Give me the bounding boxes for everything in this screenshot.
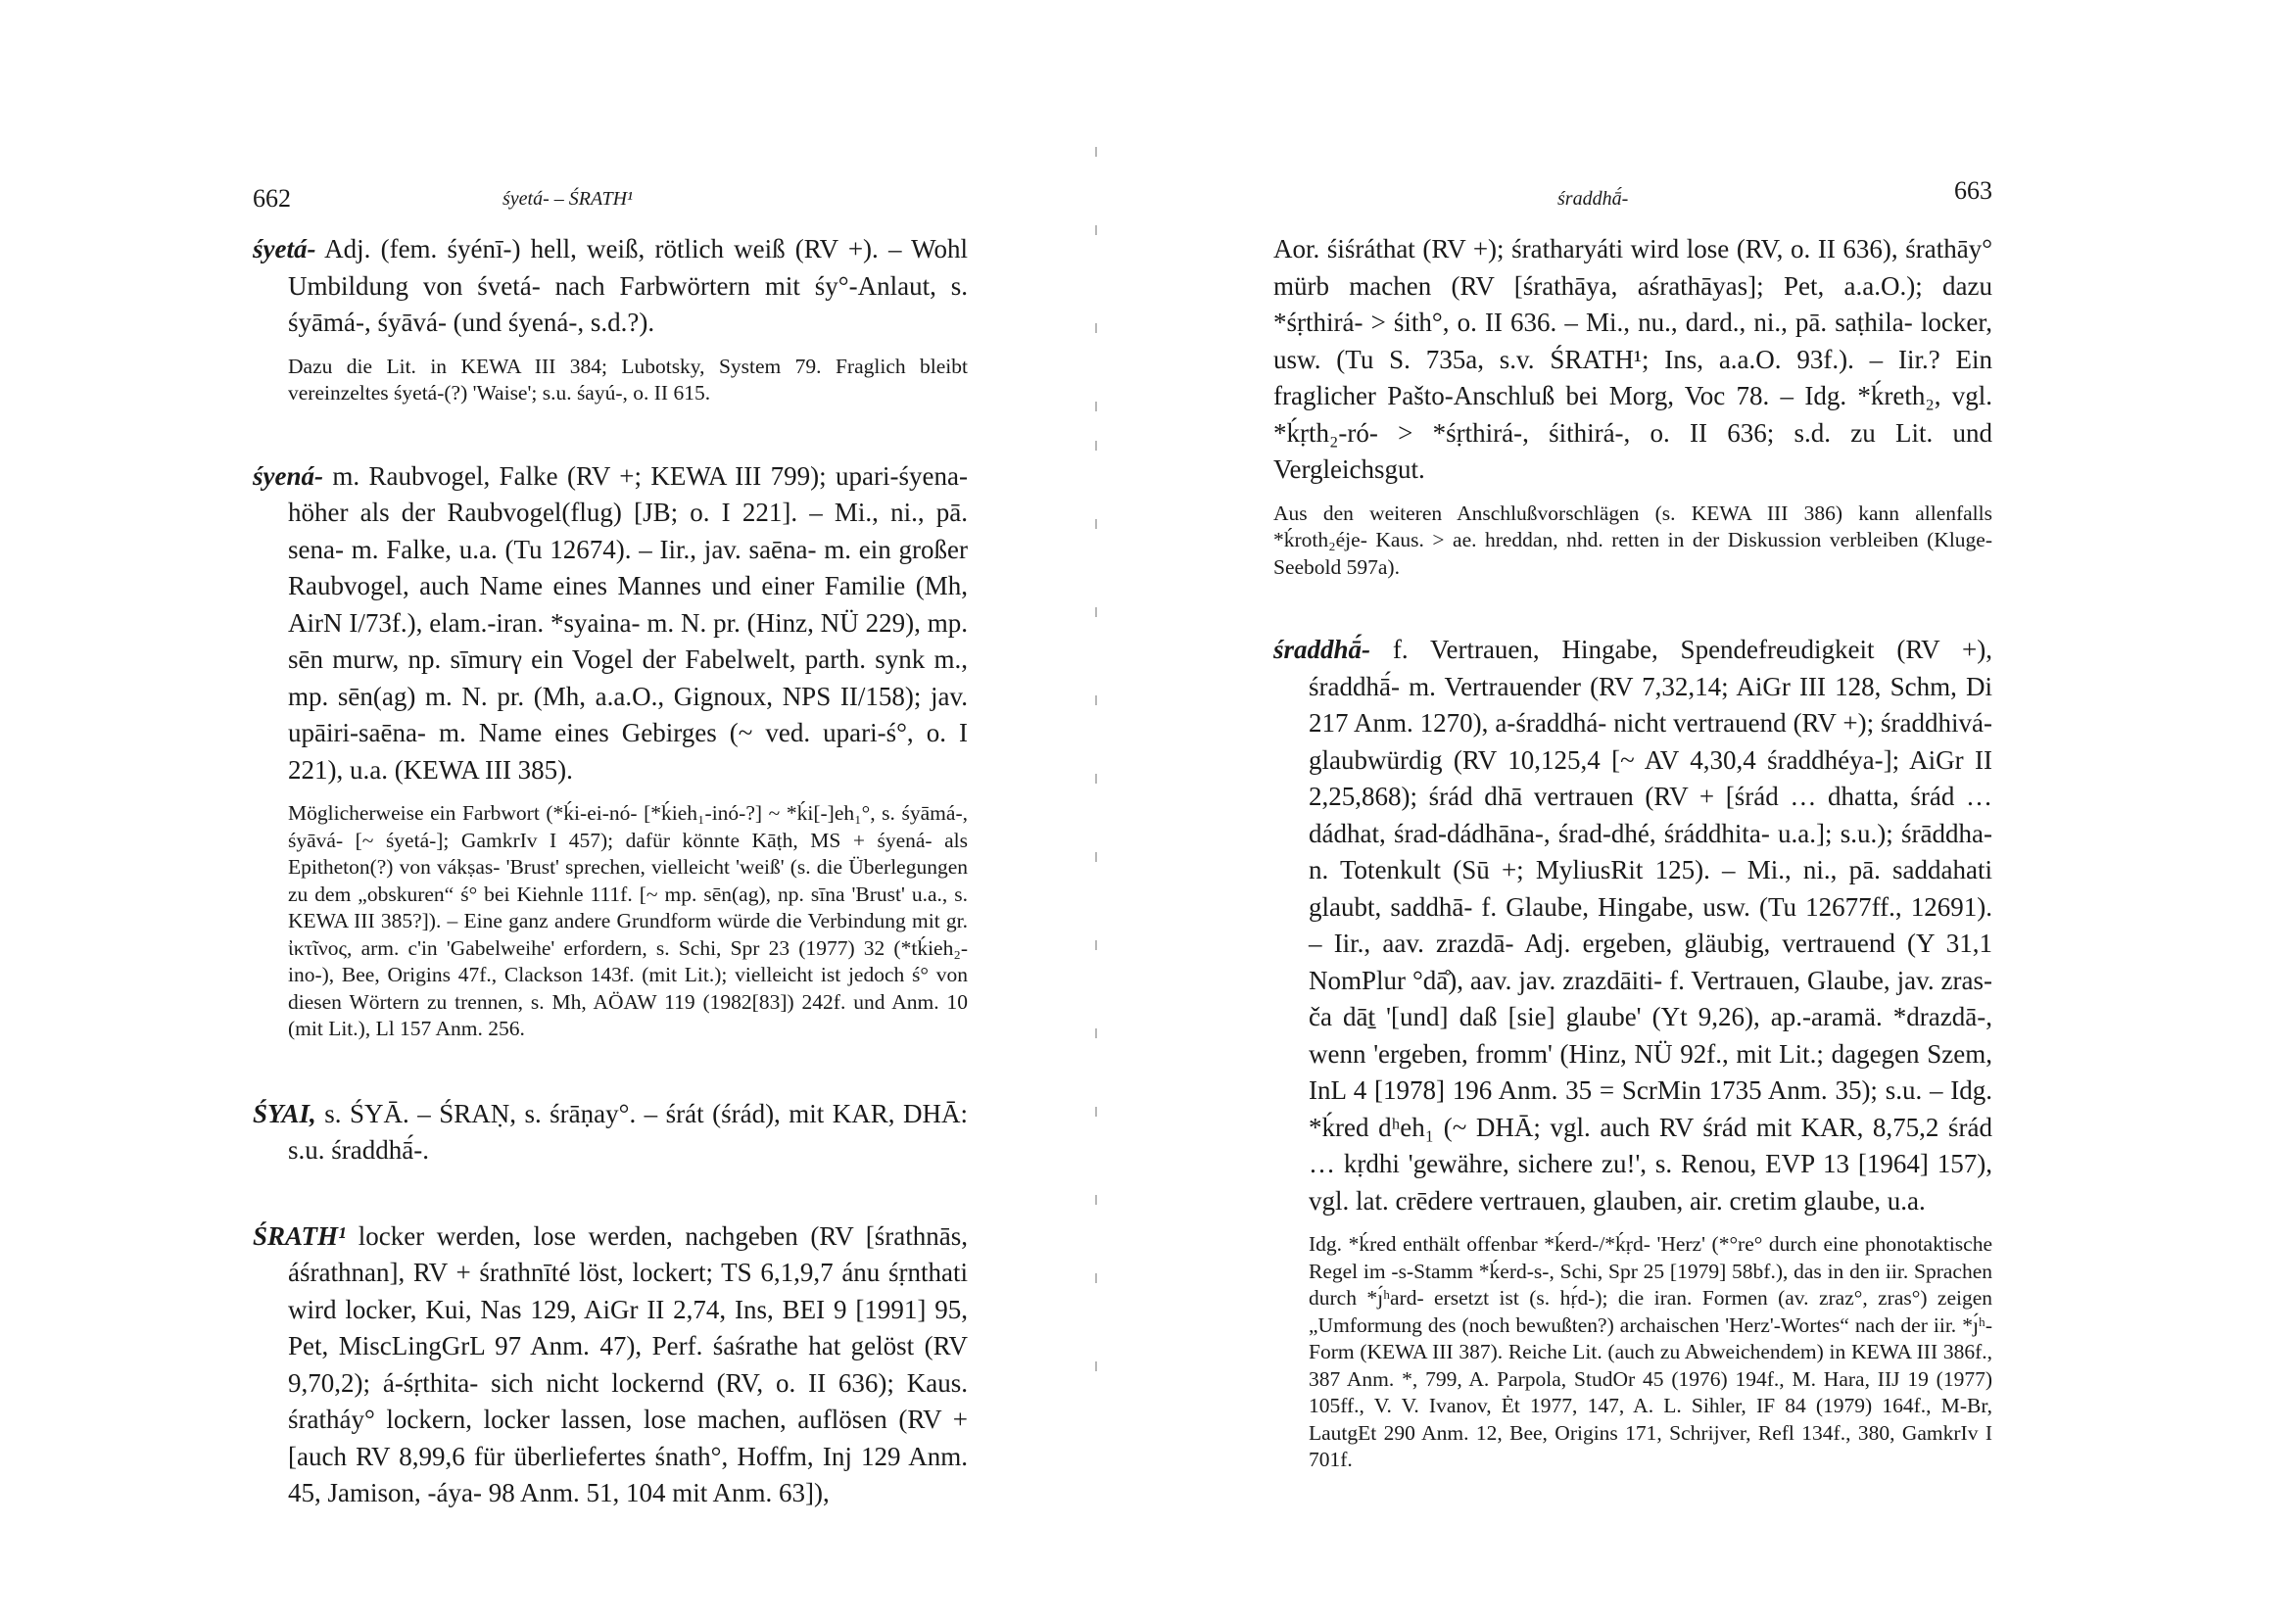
entry-srath-continued-text — [1273, 231, 1992, 489]
entry-srath-continued — [1273, 231, 1992, 581]
left-page — [253, 176, 968, 1512]
entry-srath-headword: ŚRATH¹ — [253, 1220, 347, 1251]
entry-syena-note: Möglicherweise ein Farbwort (*ḱi-ei-nó- [*ḱieh₁-inó-?] ~ *ḱi[-]eh₁°, s. śyāmá-, śyāvá- [~ śyetá-]; GamkrIv I 457); dafür könnte Kāṭh, MS + śyená- als Epitheton(?) von vákṣas- 'Brust' sprechen, vielleicht 'weiß' (s. die Überlegungen zu dem „obskuren“ ś° bei Kiehnle 111f. [~ mp. sēn(ag), np. sīna 'Brust' u.a., s. KEWA III 385?]). – Eine ganz andere Grundform würde die Verbindung mit gr. ἰκτῖνος, arm. c'in 'Gabelweihe' erfordern, s. Schi, Spr 23 (1977) 32 (*tḱieh₂-ino-), Bee, Origins 47f., Clackson 143f. (mit Lit.); vielleicht ist jedoch ś° von diesen Wörtern zu trennen, s. Mh, AÖAW 119 (1982[83]) 242f. und Anm. 10 (mit Lit.), Ll 157 Anm. 256. — [288, 801, 968, 1040]
left-page-number: 662 — [253, 184, 291, 213]
entry-srath-body: locker werden, lose werden, nachgeben (RV [śrathnās, áśrathnan], RV + śrathnīté löst, lockert; TS 6,1,9,7 ánu śṛnthati wird locker, Kui, Nas 129, AiGr II 2,74, Ins, BEI 9 [1991] 95, Pet, MiscLingGrL 97 Anm. 47), Perf. śaśrathe hat gelöst (RV 9,70,2); á-śṛthita- sich nicht lockernd (RV, o. II 636); Kaus. śratháy° lockern, locker lassen, lose machen, auflösen (RV + [auch RV 8,99,6 für überliefertes śnath°, Hoffm, Inj 129 Anm. 45, Jamison, -áya- 98 Anm. 51, 104 mit Anm. 63]), — [288, 1220, 968, 1507]
entry-syeta-note: Dazu die Lit. in KEWA III 384; Lubotsky, System 79. Fraglich bleibt vereinzeltes śyetá-(?) 'Waise'; s.u. śayú-, o. II 615. — [288, 354, 968, 405]
entry-syeta-headword: śyetá- — [253, 234, 316, 263]
left-running-header — [253, 176, 968, 231]
gutter-dots — [1095, 147, 1099, 1401]
entry-syena-body: m. Raubvogel, Falke (RV +; KEWA III 799); upari-śyena- höher als der Raubvogel(flug) [JB; o. I 221]. – Mi., ni., pā. sena- m. Falke, u.a. (Tu 12674). – Iir., jav. saēna- m. ein großer Raubvogel, auch Name eines Mannes und einer Familie (Mh, AirN I/73f.), elam.-iran. *syaina- m. N. pr. (Hinz, NÜ 229), mp. sēn murw, np. sīmurγ ein Vogel der Fabelwelt, parth. synk m., mp. sēn(ag) m. N. pr. (Mh, a.a.O., Gignoux, NPS II/158); jav. upāiri-saēna- m. Name eines Gebirges (~ ved. upari-ś°, o. I 221), u.a. (KEWA III 385). — [288, 460, 968, 785]
entry-sraddha-headword: śraddhā́- — [1273, 635, 1371, 664]
right-page-number: 663 — [1954, 176, 1992, 205]
entry-syeta-text — [253, 231, 968, 342]
entry-srath-text — [253, 1218, 968, 1512]
entry-syena-text — [253, 458, 968, 789]
right-running-head: śraddhā́- — [1557, 188, 1629, 210]
entry-sraddha-body: f. Vertrauen, Hingabe, Spendefreudigkeit (RV +), śraddhā́- m. Vertrauender (RV 7,32,14; AiGr III 128, Schm, Di 217 Anm. 1270), a-śraddhá- nicht vertrauend (RV +); śraddhivá- glaubwürdig (RV 10,125,4 [~ AV 4,30,4 śraddhéya-]; AiGr II 2,25,868); śrád dhā vertrauen (RV + [śrád … dhatta, śrád … dádhat, śrad-dádhāna-, śrad-dhé, śráddhita- u.a.]; s.u.); śrāddha- n. Totenkult (Sū +; MyliusRit 125). – Mi., ni., pā. saddahati glaubt, saddhā- f. Glaube, Hingabe, usw. (Tu 12677ff., 12691). – Iir., aav. zrazdā- Adj. ergeben, gläubig, vertrauend (Y 31,1 NomPlur °dā̊), aav. jav. zrazdāiti- f. Vertrauen, Glaube, jav. zras-ča dāṯ '[und] daß [sie] glaube' (Yt 9,26), ap.-aramä. *drazdā-, wenn 'ergeben, fromm' (Hinz, NÜ 92f., mit Lit.; dagegen Szem, InL 4 [1978] 196 Anm. 35 = ScrMin 1735 Anm. 35); s.u. – Idg. *ḱred dʰeh₁ (~ DHĀ; vgl. auch RV śrád mit KAR, 8,75,2 śrád … kṛdhi 'gewähre, sichere zu!', s. Renou, EVP 13 [1964] 157), vgl. lat. crēdere vertrauen, glauben, air. cretim glaube, u.a. — [1309, 635, 1992, 1216]
entry-syena — [253, 458, 968, 1043]
entry-syai — [253, 1096, 968, 1169]
entry-syeta-body: Adj. (fem. śyénī-) hell, weiß, rötlich weiß (RV +). – Wohl Umbildung von śvetá- nach Farbwörtern mit śy°-Anlaut, s. śyāmá-, śyāvá- (und śyená-, s.d.?). — [288, 234, 968, 337]
entry-syai-body: s. ŚYĀ. – ŚRAṆ, s. śrāṇay°. – śrát (śrád), mit KAR, DHĀ: s.u. śraddhā́-. — [288, 1098, 968, 1165]
entry-syai-headword: ŚYAI, — [253, 1098, 316, 1128]
entry-syai-text — [253, 1096, 968, 1169]
entry-srath-continued-body: Aor. śiśráthat (RV +); śratharyáti wird lose (RV, o. II 636), śrathāy° mürb machen (RV [śrathāya, aśrathāyas]; Pet, a.a.O.); dazu *śṛthirá- > śith°, o. II 636. – Mi., nu., dard., ni., pā. saṭhila- locker, usw. (Tu S. 735a, s.v. ŚRATH¹; Ins, a.a.O. 93f.). – Iir.? Ein fraglicher Pašto-Anschluß bei Morg, Voc 78. – Idg. *ḱreth₂, vgl. *ḱṛth₂-ró- > *śṛthirá-, śithirá-, o. II 636; s.d. zu Lit. und Vergleichsgut. — [1273, 234, 1992, 484]
entry-sraddha-note: Idg. *ḱred enthält offenbar *ḱerd-/*ḱṛd- 'Herz' (*°re° durch eine phonotaktische Regel im -s-Stamm *ḱerd-s-, Schi, Spr 25 [1979] 58bf.), das in den iir. Sprachen durch *ȷ́ʰard- ersetzt ist (s. hṛ́d-); die iran. Formen (av. zraz°, zras°) zeigen „Umformung des (noch bewußten?) archaischen 'Herz'-Wortes“ nach der iir. *ȷ́ʰ-Form (KEWA III 387). Reiche Lit. (auch zu Abweichendem) in KEWA III 386f., 387 Anm. *, 799, A. Parpola, StudOr 45 (1976) 194f., M. Hara, IIJ 19 (1977) 105ff., V. V. Ivanov, Ėt 1977, 147, A. L. Sihler, IF 84 (1979) 164f., M-Br, LautgEt 290 Anm. 12, Bee, Origins 171, Schrijver, Refl 134f., 380, GamkrIv I 701f. — [1309, 1232, 1992, 1471]
entry-sraddha-text — [1273, 632, 1992, 1219]
entry-srath-continued-note: Aus den weiteren Anschlußvorschlägen (s. KEWA III 386) kann allenfalls *ḱroth₂éje- Kaus. > ae. hreddan, nhd. retten in der Diskussion verbleiben (Kluge-Seebold 597a). — [1273, 501, 1992, 579]
entry-srath — [253, 1218, 968, 1512]
entry-sraddha — [1273, 632, 1992, 1474]
entry-syeta — [253, 231, 968, 407]
right-page — [1273, 176, 1992, 1474]
right-running-header — [1273, 176, 1992, 231]
entry-syena-headword: śyená- — [253, 460, 323, 491]
left-running-head: śyetá- – ŚRATH¹ — [502, 188, 634, 210]
